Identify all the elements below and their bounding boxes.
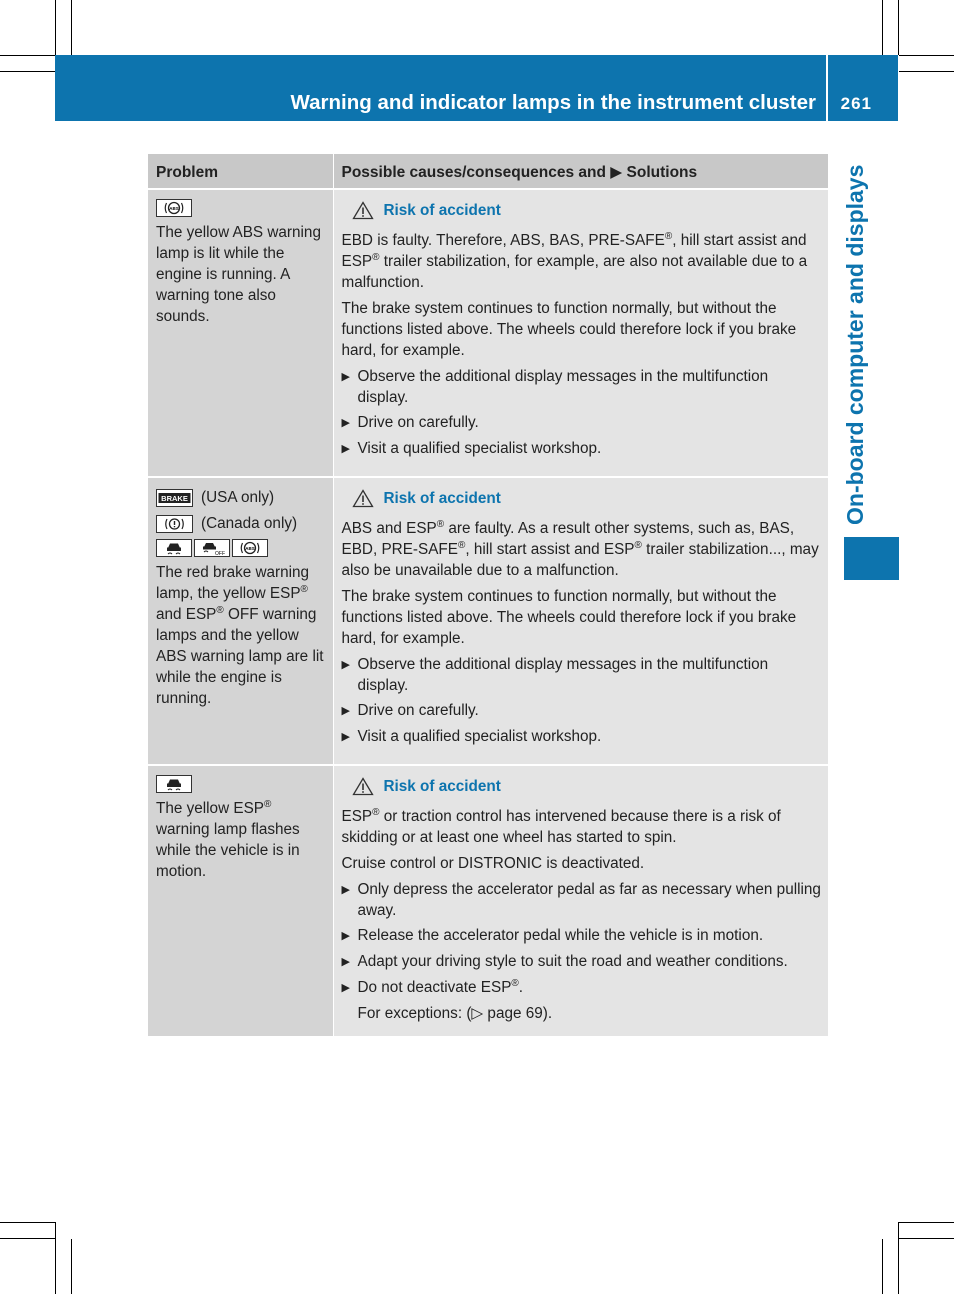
page-header <box>55 55 898 121</box>
column-header-solutions-text: Possible causes/consequences and <box>341 164 606 181</box>
esp-icon <box>156 775 192 793</box>
problem-cell <box>148 477 333 765</box>
crop-mark <box>882 1239 883 1294</box>
solution-cell <box>333 189 828 477</box>
warning-label: Risk of accident <box>383 490 501 507</box>
column-header-problem: Problem <box>148 154 333 189</box>
solution-step: ▶ Observe the additional display messages in the multifunction display. <box>341 368 769 406</box>
solution-step: ▶ Visit a qualified specialist workshop. <box>342 726 822 748</box>
abs-warning-icon <box>232 539 268 557</box>
abs-warning-icon <box>156 199 192 217</box>
warning-label: Risk of accident <box>383 202 501 219</box>
brake-warning-icon <box>156 489 193 507</box>
warning-heading <box>352 776 822 797</box>
warning-heading <box>352 488 822 509</box>
consequence-paragraph: The brake system continues to function normally, but without the functions listed above. The wheels could therefore lock if you brake hard, for example. <box>341 588 797 647</box>
solution-step: ▶ Adapt your driving style to suit the road and weather conditions. <box>342 951 822 973</box>
side-tab <box>842 164 872 530</box>
crop-mark <box>899 1238 954 1239</box>
bullet-arrow-icon: ▶ <box>341 705 350 717</box>
solution-cell <box>333 765 828 1036</box>
page-title: Warning and indicator lamps in the instrument cluster <box>290 91 816 114</box>
bullet-arrow-icon: ▶ <box>341 659 350 671</box>
svg-text:ABS: ABS <box>245 546 255 551</box>
brake-circle-icon <box>156 515 193 533</box>
bullet-arrow-icon: ▶ <box>341 982 350 994</box>
table-row <box>148 477 828 765</box>
table-header-row <box>148 154 828 189</box>
svg-text:OFF: OFF <box>215 551 225 556</box>
problem-description: The red brake warning lamp, the yellow ESP® and ESP® OFF warning lamps and the yellow ABS warning lamp are lit while the engine is running. <box>156 564 324 707</box>
warning-triangle-icon <box>352 777 374 796</box>
crop-mark <box>55 0 56 55</box>
crop-mark <box>0 71 55 72</box>
crop-mark <box>898 1222 899 1294</box>
page-reference[interactable]: For exceptions: (▷ page 69). <box>357 1005 553 1022</box>
side-tab-marker <box>844 537 899 580</box>
cause-paragraph: EBD is faulty. Therefore, ABS, BAS, PRE-SAFE®, hill start assist and ESP® trailer stabilization, for example, are also not available due to a malfunction. <box>341 230 808 291</box>
side-tab-label: On-board computer and displays <box>842 164 868 525</box>
cause-paragraph: ESP® or traction control has intervened because there is a risk of skidding or at least one wheel has started to spin. <box>341 806 781 846</box>
consequence-paragraph: The brake system continues to function normally, but without the functions listed above. The wheels could therefore lock if you brake hard, for example. <box>341 300 797 359</box>
column-header-solutions <box>333 154 828 189</box>
crop-mark <box>71 0 72 55</box>
problem-cell <box>148 765 333 1036</box>
solution-step: ▶ Visit a qualified specialist workshop. <box>342 438 822 460</box>
warning-lamps-table <box>148 154 828 1036</box>
bullet-arrow-icon: ▶ <box>341 371 350 383</box>
column-header-solutions-end: Solutions <box>626 164 698 181</box>
solution-cell <box>333 477 828 765</box>
warning-triangle-icon <box>352 489 374 508</box>
esp-icon <box>156 539 192 557</box>
arrow-icon: ▶ <box>610 164 623 181</box>
solution-step: ▶ Drive on carefully. <box>342 700 822 722</box>
cause-paragraph: ABS and ESP® are faulty. As a result other systems, such as, BAS, EBD, PRE-SAFE®, hill start assist and ESP® trailer stabilization..., may also be unavailable due to a malfunction. <box>341 518 819 579</box>
table-row <box>148 189 828 477</box>
crop-mark <box>899 55 954 56</box>
crop-mark <box>0 1222 55 1223</box>
bullet-arrow-icon: ▶ <box>341 731 350 743</box>
bullet-arrow-icon: ▶ <box>341 417 350 429</box>
solution-step: ▶ Only depress the accelerator pedal as far as necessary when pulling away. <box>341 881 821 919</box>
bullet-arrow-icon: ▶ <box>341 956 350 968</box>
bullet-arrow-icon: ▶ <box>341 443 350 455</box>
svg-text:BRAKE: BRAKE <box>161 493 188 503</box>
warning-triangle-icon <box>352 201 374 220</box>
solution-step: ▶ Observe the additional display messages in the multifunction display. <box>341 656 769 694</box>
esp-off-icon <box>194 539 230 557</box>
crop-mark <box>899 71 954 72</box>
crop-mark <box>899 1222 954 1223</box>
problem-cell <box>148 189 333 477</box>
warning-heading <box>352 200 822 221</box>
solution-step: ▶ Do not deactivate ESP®. <box>342 977 822 999</box>
crop-mark <box>71 1239 72 1294</box>
crop-mark <box>0 1238 55 1239</box>
crop-mark <box>882 0 883 55</box>
problem-description: The yellow ESP® warning lamp flashes while the vehicle is in motion. <box>156 798 300 880</box>
lamp-usa-label: (USA only) <box>201 489 275 506</box>
lamp-canada-label: (Canada only) <box>201 515 298 532</box>
crop-mark <box>0 55 55 56</box>
consequence-paragraph: Cruise control or DISTRONIC is deactivated. <box>341 855 645 872</box>
bullet-arrow-icon: ▶ <box>341 884 350 896</box>
crop-mark <box>898 0 899 55</box>
header-divider <box>826 55 828 121</box>
table-row <box>148 765 828 1036</box>
crop-mark <box>55 1222 56 1294</box>
solution-step: ▶ Drive on carefully. <box>342 412 822 434</box>
svg-text:ABS: ABS <box>169 206 179 211</box>
problem-description: The yellow ABS warning lamp is lit while the engine is running. A warning tone also sounds. <box>156 224 321 325</box>
warning-label: Risk of accident <box>383 778 501 795</box>
solution-step: ▶ Release the accelerator pedal while the vehicle is in motion. <box>342 925 822 947</box>
page-number: 261 <box>840 94 872 113</box>
bullet-arrow-icon: ▶ <box>341 930 350 942</box>
